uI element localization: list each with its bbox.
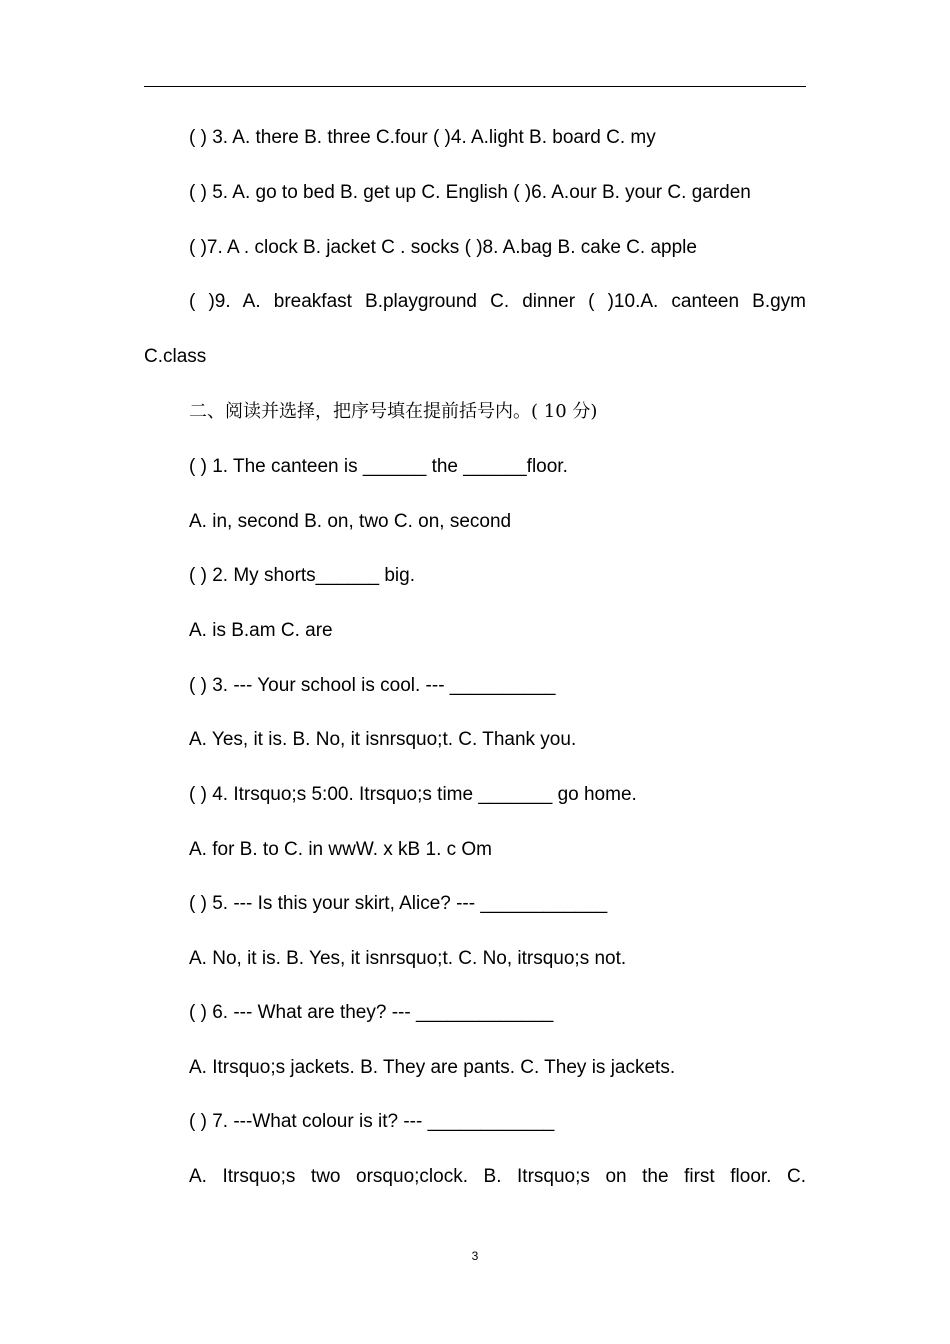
reading-options-2: A. is B.am C. are (189, 620, 333, 641)
reading-question-4: ( ) 4. Itrsquo;s 5:00. Itrsquo;s time _______ go home. (189, 784, 637, 805)
question-line-5-6: ( ) 5. A. go to bed B. get up C. English ( )6. A.our B. your C. garden (189, 182, 751, 203)
page-number: 3 (471, 1249, 479, 1263)
reading-question-7: ( ) 7. ---What colour is it? --- ____________ (189, 1111, 555, 1132)
question-line-7-8: ( )7. A . clock B. jacket C . socks ( )8. A.bag B. cake C. apple (189, 237, 697, 258)
reading-options-6: A. Itrsquo;s jackets. B. They are pants. C. They is jackets. (189, 1057, 676, 1078)
reading-question-1: ( ) 1. The canteen is ______ the ______floor. (189, 456, 568, 477)
question-line-3-4: ( ) 3. A. there B. three C.four ( )4. A.light B. board C. my (189, 127, 656, 148)
reading-options-1: A. in, second B. on, two C. on, second (189, 511, 512, 532)
reading-options-7: A. Itrsquo;s two orsquo;clock. B. Itrsquo;s on the first floor. C. (189, 1166, 806, 1187)
section-heading: 二、阅读并选择，把序号填在提前括号内。( 10 分) (189, 401, 598, 422)
reading-question-6: ( ) 6. --- What are they? --- _____________ (189, 1002, 554, 1023)
question-line-9-10: ( )9. A. breakfast B.playground C. dinner ( )10.A. canteen B.gym (189, 291, 806, 312)
reading-options-3: A. Yes, it is. B. No, it isnrsquo;t. C. Thank you. (189, 729, 577, 750)
reading-options-5: A. No, it is. B. Yes, it isnrsquo;t. C. No, itrsquo;s not. (189, 948, 627, 969)
question-line-10-continued: C.class (144, 346, 207, 367)
reading-question-5: ( ) 5. --- Is this your skirt, Alice? --- ____________ (189, 893, 608, 914)
reading-options-4: A. for B. to C. in wwW. x kB 1. c Om (189, 839, 493, 860)
reading-question-2: ( ) 2. My shorts______ big. (189, 565, 415, 586)
header-rule (144, 86, 806, 87)
reading-question-3: ( ) 3. --- Your school is cool. --- __________ (189, 675, 556, 696)
